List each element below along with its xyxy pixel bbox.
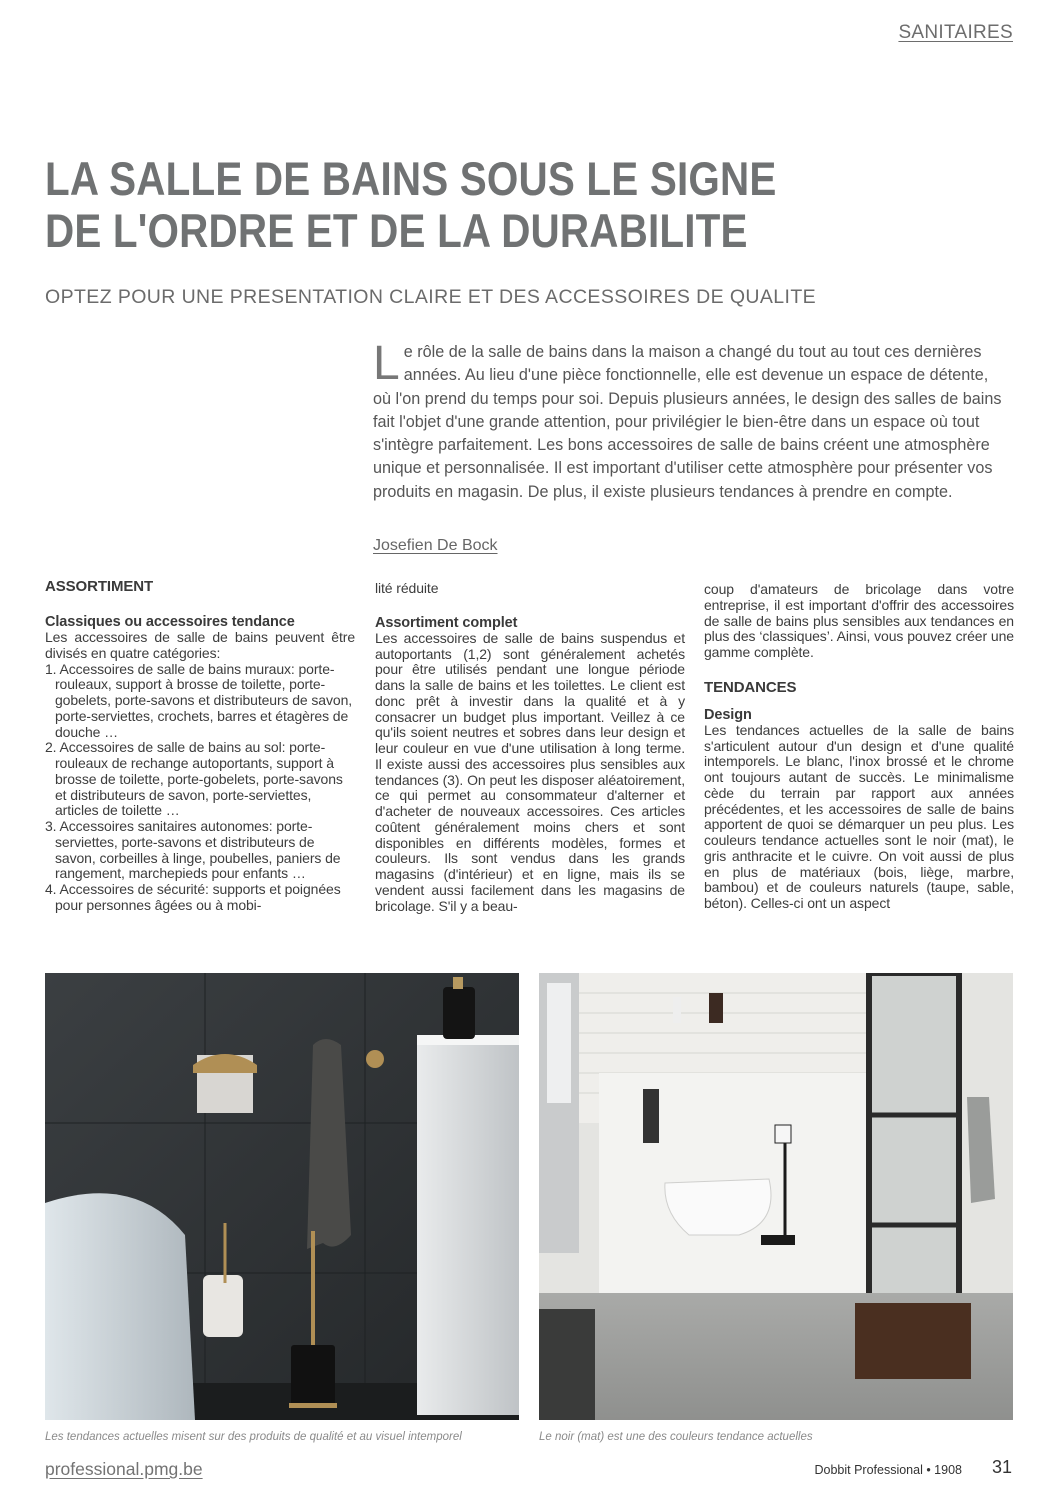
subheading-design: Design (704, 706, 752, 723)
subheading-classiques: Classiques ou accessoires tendance (45, 614, 295, 630)
category-list (45, 662, 355, 914)
photo-caption-1: Les tendances actuelles misent sur des produits de qualité et au visuel intemporel (45, 1431, 462, 1443)
list-item: 2. Accessoires de salle de bains au sol: porte-rouleaux de rechange autoportants, support à brosse de toilette, porte-gobelets, porte-savons et distributeurs de savon, porte-serviettes, articles de toilette … (45, 739, 343, 819)
drop-cap: L (373, 337, 400, 390)
article-title (45, 153, 862, 257)
article-subtitle: OPTEZ POUR UNE PRESENTATION CLAIRE ET DES ACCESSOIRES DE QUALITE (45, 286, 817, 308)
section-heading-assortiment: ASSORTIMENT (45, 578, 154, 595)
photo-light-bathroom-illustration (539, 973, 1013, 1420)
col3-body: Les tendances actuelles de la salle de bains s'articulent autour d'un design et d'une qualité intemporels. Le blanc, l'inox brossé et le chrome ont toujours autant de succès. Le minimalisme cède du terrain par rapport aux années précédentes, et les accessoires de salle de bains apportent de quoi se démarquer un peu plus. Les couleurs tendance actuelles sont le noir (mat), le gris anthracite et le cuivre. On voit aussi de plus en plus de matériaux (bois, liège, marbre, bambou) et de couleurs naturels (taupe, sable, béton). Celles-ci ont un aspect (704, 721, 1014, 911)
col2-body: Les accessoires de salle de bains suspendus et autoportants (1,2) sont généralement achetés pour être utilisés pendant une longue période dans la salle de bains et les toilettes. Le client est donc prêt à investir dans la qualité et à y consacrer un budget plus important. Veillez à ce qu'ils soient neutres et sobres dans leur design et leur couleur en vue d'une utilisation à long terme. Il existe aussi des accessoires plus sensibles aux tendances (3). On peut les disposer aléatoirement, ce qui permet au consommateur d'alterner et d'acheter de nouveaux accessoires. Ces articles coûtent généralement moins chers et sont disponibles en différents modèles, formes et couleurs. Ils sont vendus dans les grands magasins (d'intérieur) et en ligne, mais ils se vendent aussi facilement dans les magasins de bricolage. S'il y a beau- (375, 629, 685, 914)
list-item: 3. Accessoires sanitaires autonomes: porte-serviettes, porte-savons et distributeurs de savon, corbeilles à linge, poubelles, paniers de rangement, marchepieds pour enfants … (45, 818, 341, 882)
title-line-1: LA SALLE DE BAINS SOUS LE SIGNE (45, 152, 777, 205)
col3-continuation: coup d'amateurs de bricolage dans votre entreprise, il est important d'offrir des accessoires de salle de bains plus sensibles aux tendances en plus des ‘classiques’. Ainsi, vous pouvez créer une gamme complète. (704, 581, 1014, 660)
intro-paragraph (373, 337, 1009, 504)
photo-dark-bathroom (45, 973, 519, 1420)
page-number: 31 (991, 1457, 1012, 1477)
photo-dark-bathroom-illustration (45, 973, 519, 1420)
subheading-assortiment-complet: Assortiment complet (375, 614, 518, 631)
title-line-2: DE L'ORDRE ET DE LA DURABILITE (45, 204, 748, 257)
intro-text: e rôle de la salle de bains dans la maison a changé du tout au tout ces dernières années. Au lieu d'une pièce fonctionnelle, elle est devenue un espace de détente, où l'on prend du temps pour soi. Depuis plusieurs années, le design des salles de bains fait l'objet d'une grande attention, pour privilégier le bien-être dans un espace où tout s'intègre parfaitement. Les bons accessoires de salle de bains créent une atmosphère unique et personnalisée. Il est important d'utiliser cette atmosphère pour présenter vos produits en magasin. De plus, il existe plusieurs tendances à prendre en compte. (373, 343, 1002, 501)
list-item: 1. Accessoires de salle de bains muraux: porte-rouleaux, support à brosse de toilette, porte-gobelets, porte-savons et distributeurs de savon, porte-serviettes, crochets, barres et étagères de douche … (45, 660, 353, 740)
section-heading-tendances: TENDANCES (704, 678, 797, 696)
col2-continuation: lité réduite (375, 580, 439, 596)
footer-website-link[interactable]: professional.pmg.be (45, 1459, 203, 1479)
photo-caption-2: Le noir (mat) est une des couleurs tendance actuelles (539, 1431, 813, 1443)
col1-lead: Les accessoires de salle de bains peuvent être divisés en quatre catégories: (45, 629, 355, 661)
footer-magazine-issue: Dobbit Professional • 1908 (814, 1463, 962, 1477)
column-1 (45, 578, 355, 914)
author-byline[interactable]: Josefien De Bock (373, 537, 498, 554)
photo-light-bathroom (539, 973, 1013, 1420)
column-2 (375, 581, 685, 914)
section-tag: SANITAIRES (898, 22, 1013, 43)
column-3 (704, 582, 1014, 912)
list-item: 4. Accessoires de sécurité: supports et poignées pour personnes âgées ou à mobi- (45, 881, 341, 913)
